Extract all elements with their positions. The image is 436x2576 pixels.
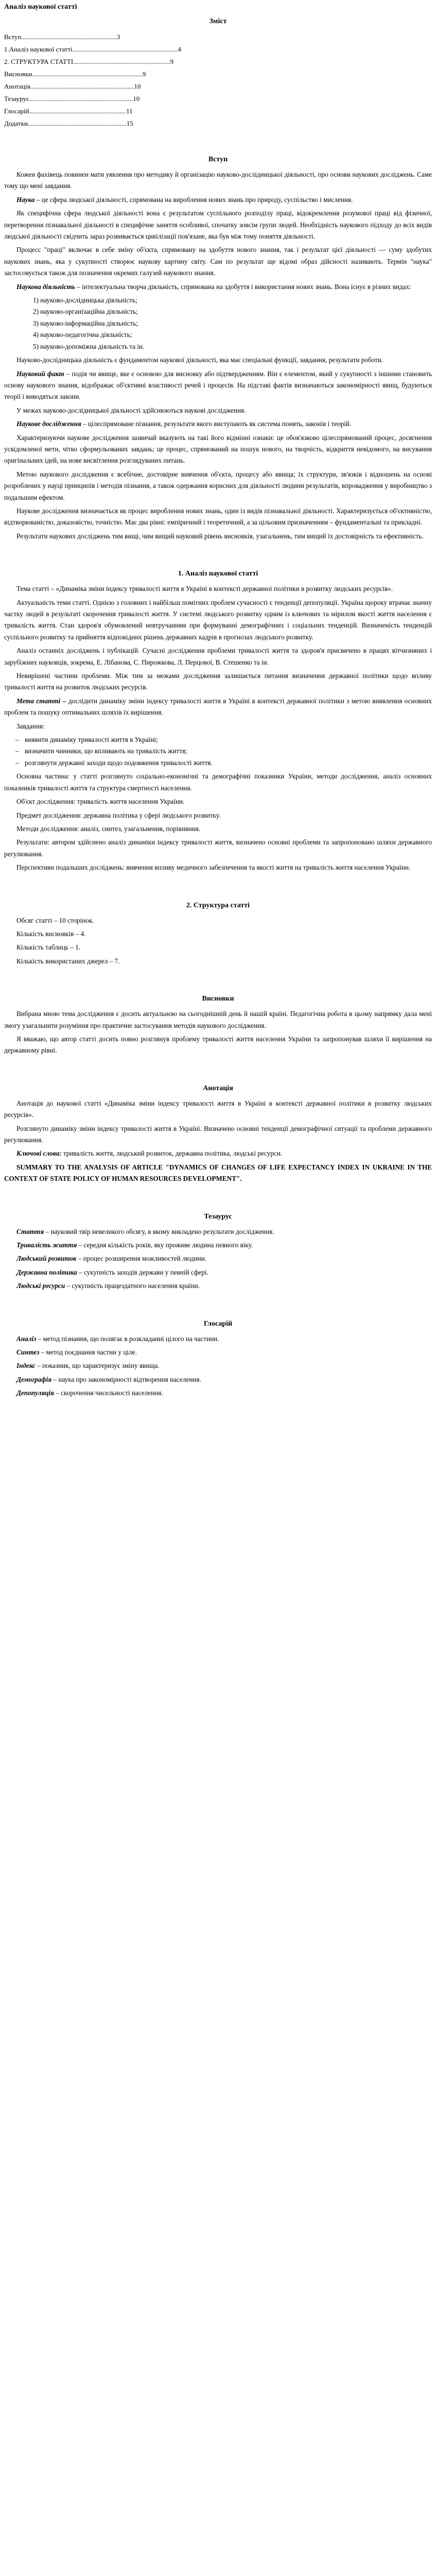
toc-item[interactable]: Висновки .................................................................. 9 [4, 70, 146, 78]
section1-paragraph: Завдання: [16, 722, 45, 730]
document-title: Аналіз наукової статті [4, 3, 77, 11]
section1-paragraph: Предмет дослідження: державна політика у сфері людського розвитку. [16, 811, 221, 819]
list-item: 5) науково-допоміжна діяльність та ін. [33, 342, 145, 350]
intro-paragraph: Як специфічна сфера людської діяльності вона є результатом суспільного розподілу праці, відокремлення розумової праці від фізичної, перетворення пізнавальної діяльності в специфічне заняття особливої, спочатку зовсім групи людей. Необхідність наукового підходу до всіх видів людської діяльності свідчить зараз розвивається цивілізації пов'язане, яка був між тому поняття діяльності. [4, 209, 432, 241]
section1-paragraph: Результати: автором здійснено аналіз динаміки індексу тривалості життя, визначено основні проблеми та запропоновано шляхи державного регулювання. [4, 838, 432, 858]
intro-paragraph: Результати наукових досліджень тим вищі, чим вищий науковий рівень висновків, узагальнень, тим вищий їх достовірність та ефективність. [16, 532, 424, 540]
intro-paragraph: У межах науково-дослідницької діяльності здійснюються наукові дослідження. [16, 406, 246, 414]
annotation-paragraph: Ключові слова: тривалість життя, людський розвиток, державна політика, людські ресурси. [16, 1149, 283, 1158]
intro-paragraph: Характеризуючи наукове дослідження зазвичай вказують на такі його відмінні ознаки: це обов'язково цілеспрямований процес, досягнення усвідомленої мети, чітко сформульованих завдань; це процес, спрямований на пошук нового, на творчість, відкриття невідомого, на висування оригінальних ідей, на нове висвітлення розглядуваних питань. [4, 433, 432, 465]
glossary-heading: Глосарій [203, 1319, 233, 1328]
conclusions-paragraph: Вибрана мною тема дослідження є досить актуальною на сьогоднішній день й нашій країні. Педагогічна робота в цьому напрямку дала мені змогу узагальнити розуміння про практичне застосування методів наукового дослідження. [4, 1010, 432, 1029]
intro-paragraph: Наука – це сфера людської діяльності, спрямована на вироблення нових знань про природу, суспільство і мислення. [16, 195, 353, 204]
list-item: 1) науково-дослідницька діяльність; [33, 296, 137, 304]
intro-paragraph: Метою наукового дослідження є всебічне, достовірне вивчення об'єкта, процесу або явища; їх структури, зв'язків і відношень на основі розроблених у науці принципів і методів пізнання, а також одержання корисних для діяльності людини результатів, впровадження у виробництво з подальшим ефектом. [4, 470, 432, 501]
intro-paragraph: Процесс "праці" включає в себе зміну об'єкта, спрямовану на здобуття нового знання, так і результат цієї діяльності — суму здобутих наукових знань, яка у сукупності створює наукову картину світу. Сам по результат ще відомі образ дійсності називають. Термін "наука" застосовується також для позначення окремих галузей наукового знання. [4, 246, 432, 277]
glossary-item: Аналіз – метод пізнання, що полягає в розкладанні цілого на частини. [16, 1334, 219, 1343]
toc-heading: Зміст [209, 18, 227, 25]
thesaurus-item: Державна політика – сукупність заходів держави у певній сфері. [16, 1268, 208, 1276]
thesaurus-heading: Тезаурус [204, 1212, 232, 1221]
section1-paragraph: Основна частина: у статті розглянуто соціально-економічні та демографічні показники України, методи дослідження, аналіз основних показників тривалості життя та структура смертності населення. [4, 772, 432, 792]
intro-paragraph: Науковий факт – подія чи явище, яке є основою для висновку або підтвердженням. Він є елементом, який у сукупності з іншими становить основу наукового знання, відображає об'єктивні властивості речей і процесів. На підставі фактів визначаються закономірності явищ, будуються теорії і виводяться закони. [4, 369, 432, 401]
conclusions-heading: Висновки [202, 995, 234, 1003]
list-item: 3) науково-інформаційна діяльність; [33, 319, 138, 327]
glossary-item: Демографія – наука про закономірності відтворення населення. [16, 1375, 201, 1383]
section2-heading: 2. Структура статті [186, 901, 250, 909]
toc-item[interactable]: 1.Аналіз наукової статті ............................................................... 4 [4, 45, 181, 53]
glossary-item: Індекс – показник, що характеризує зміну явища. [16, 1362, 160, 1370]
intro-paragraph: Кожен фахівець повинен мати уявлення про методику й організацію науково-дослідницької діяльності, про основи наукових досліджень. Саме тому що мені завдання. [4, 171, 432, 190]
intro-paragraph: Наукова діяльність – інтелектуальна творча діяльність, спрямована на здобуття і використання нових знань. Вона існує в різних видах: [16, 282, 411, 291]
section1-paragraph: Аналіз останніх досліджень і публікацій. Сучасні дослідження проблеми тривалості життя та здоров'я присвячено в працях вітчизняних і зарубіжних науковців, зокрема, Е. Лібанова, С. Пирожкова, Л. Перцової, В. Стешенко та ін. [4, 647, 432, 666]
section1-paragraph: Тема статті – «Динаміка зміни індексу тривалості життя в Україні в контексті державної політики в розвитку людських ресурсів». [16, 585, 393, 593]
list-item: – розглянути державні заходи щодо подовження тривалості життя. [25, 757, 432, 769]
annotation-heading: Анотація [203, 1084, 233, 1092]
intro-paragraph: Наукове дослідження визначається як процес вироблення нових знань, один із видів пізнавальної діяльності. Характеризується об'єктивністю, відтворюваністю, доказовістю, точністю. Має два рівні: емпіричний і теоретичний, а за цільовим призначенням – фундаментальні та прикладні. [4, 506, 432, 527]
thesaurus-item: Людський розвиток – процес розширення можливостей людини. [16, 1255, 207, 1263]
section1-paragraph: Об'єкт дослідження: тривалість життя населення України. [16, 798, 185, 806]
toc-item[interactable]: Анотація .............................................................. 10 [4, 82, 141, 90]
annotation-paragraph: Анотація до наукової статті «Динаміка зміни індексу тривалості життя в Україні в контексті державної політики в розвитку людських ресурсів». [4, 1099, 432, 1119]
intro-heading: Вступ [208, 156, 228, 163]
glossary-item: Депопуляція – скорочення чисельності населення. [16, 1389, 163, 1397]
intro-paragraph: Науково-дослідницька діяльність є фундаментом наукової діяльності, яка має спеціальні функції, завдання, результати роботи. [16, 356, 383, 364]
conclusions-paragraph: Я вважаю, що автор статті досить повно розглянув проблему тривалості життя населення України та запропонував шляхи її вирішення на державному рівні. [4, 1035, 432, 1055]
list-item: 2) науково-організаційна діяльність; [33, 308, 138, 316]
annotation-paragraph: Розглянуто динаміку зміни індексу тривалості життя в Україні. Визначено основні тенденції демографічної ситуації та проблеми державного регулювання. [4, 1124, 432, 1144]
toc-item[interactable]: Вступ ......................................................... 3 [4, 33, 120, 41]
structure-line: Кількість висновків – 4. [16, 929, 86, 938]
glossary-item: Синтез – метод поєднання частин у ціле. [16, 1348, 137, 1357]
structure-line: Кількість таблиць – 1. [16, 943, 80, 952]
section1-paragraph: Невирішені частини проблеми. Між тим за межами дослідження залишається питання визначення державної політики щодо впливу тривалості життя на розвиток людських ресурсів. [4, 672, 432, 691]
activity-list [4, 295, 432, 352]
section1-paragraph: Актуальність теми статті. Однією з головних і найбільш помітних проблем сучасності є тенденції депопуляції. Україна щороку втрачає значну частку людей в результаті скорочення тривалості життя. У системі людського розвитку одним із ключових та мірилом якості життя населення є тривалість життя. Стан здоров'я обумовлений невтручанням при формуванні демографічних і соціальних тенденцій. Визначеність тенденцій суспільного розвитку та прийняття відповідних рішень державних кадрів в прогнозах людського розвитку. [4, 598, 432, 641]
section1-heading: 1. Аналіз наукової статті [178, 570, 258, 578]
annotation-paragraph: SUMMARY TO THE ANALYSIS OF ARTICLE "DYNAMICS OF CHANGES OF LIFE EXPECTANCY INDEX IN UKRAINE IN THE CONTEXT OF STATE POLICY OF HUMAN RESOURCES DEVELOPMENT". [4, 1163, 432, 1183]
section1-paragraph: Методи дослідження: аналіз, синтез, узагальнення, порівняння. [16, 824, 201, 833]
task-list [4, 734, 432, 769]
thesaurus-item: Тривалість життя – середня кількість років, яку проживе людина певного віку. [16, 1241, 253, 1249]
toc-item[interactable]: Глосарій .......................................................... 11 [4, 107, 133, 115]
thesaurus-item: Людські ресурси – сукупність працездатного населення країни. [16, 1282, 200, 1290]
list-item: 4) науково-педагогічна діяльність; [33, 331, 132, 339]
toc-item[interactable]: Тезаурус .............................................................. 10 [4, 95, 140, 103]
thesaurus-item: Стаття – науковий твір невеликого обсягу, в якому викладено результати дослідження. [16, 1227, 274, 1235]
list-item: – визначити чинники, що впливають на тривалість життя; [25, 745, 432, 757]
toc-item[interactable]: Додатки ........................................................... 15 [4, 120, 133, 127]
list-item: – виявити динаміку тривалості життя в Україні; [25, 734, 432, 745]
structure-line: Обсяг статті – 10 сторінок. [16, 916, 94, 924]
section1-paragraph: Мета статті – дослідити динаміку зміни індексу тривалості життя в Україні в контексті державної політики з метою виявлення основних проблем та пошуку оптимальних шляхів їх вирішення. [4, 697, 432, 717]
intro-paragraph: Наукове дослідження – цілеспрямоване пізнання, результати якого виступають як система понять, законів і теорій. [16, 420, 352, 428]
section1-paragraph: Перспективи подальших досліджень: вивчення впливу медичного забезпечення та якості життя на тривалість життя населення України. [16, 863, 411, 872]
structure-line: Кількість використаних джерел – 7. [16, 957, 120, 965]
toc-item[interactable]: 2. СТРУКТУРА СТАТТІ .......................................................... 9 [4, 58, 174, 65]
table-of-contents [4, 31, 432, 130]
